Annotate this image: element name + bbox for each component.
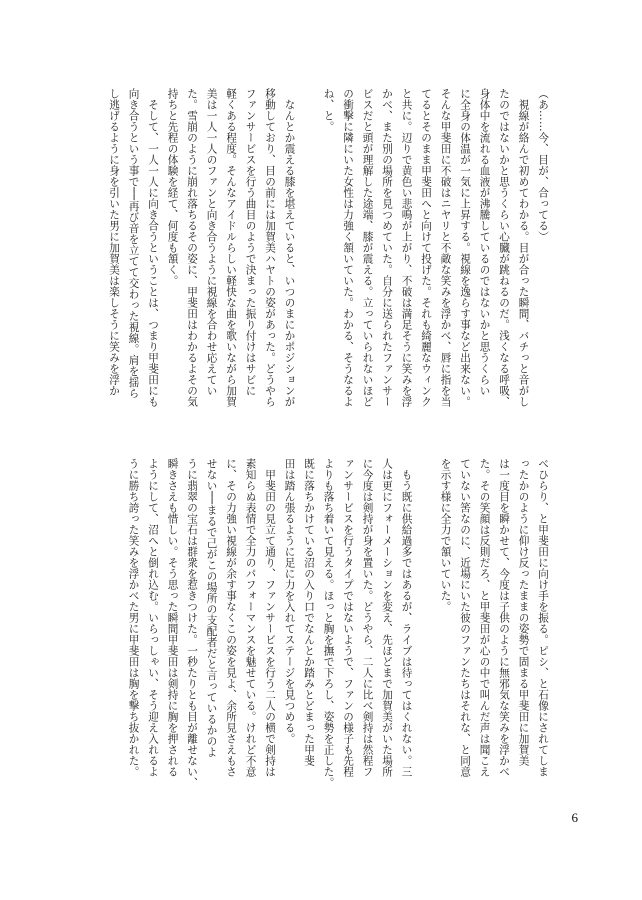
- upper-text-block: [97, 88, 552, 458]
- text-line: に全身の体温が一気に上昇する。視線を逸らす事など出来ない。: [459, 88, 471, 407]
- text-line: 持ちと先程の体験を経て、何度も頷く。: [166, 88, 179, 286]
- text-line: ったかのように仰け反ったままの姿勢で固まる甲斐田に加賀美: [517, 458, 530, 766]
- text-line: [416, 458, 436, 834]
- text-line: 軽くある程度。そんなアイドルらしい軽快な曲を歌いながら加賀: [225, 88, 237, 407]
- text-line: うに勝ち誇った笑みを浮かべた男に甲斐田は胸を撃ち抜かれた。: [127, 458, 140, 777]
- text-line: [299, 88, 319, 458]
- text-line: 田は踏ん張るように足に力を入れてステージを見つめる。: [283, 458, 296, 744]
- text-line: 向き合うという事で──再び音を立てて交わった視線。肩を揺ら: [127, 88, 140, 399]
- text-line: を示す様に全力で頷いていた。: [439, 458, 452, 612]
- text-line: もう既に供給過多ではあるが、ライブは待ってはくれない。三: [400, 458, 413, 777]
- text-line: 既に落ちかけている沼の入り口でなんとか踏みとどまった甲斐: [303, 458, 315, 766]
- text-line: （あ……今、目が、合ってる）: [537, 88, 549, 242]
- text-line: たのではないかと思うくらい心臓が跳ねるのだ。浅くなる呼吸、: [498, 88, 510, 407]
- text-line: ファンサービスを行う曲目のようで決まった振り付けはサビに: [244, 88, 257, 396]
- text-line: 美は一人一人のファンと向き合うように視線を合わせ応えてい: [205, 88, 218, 396]
- text-line: は一度目を瞬かせて、今度は子供のように無邪気な笑みを浮かべ: [498, 458, 510, 777]
- text-line: せない──まるで己がこの場所の支配者だと言っているかのよ: [205, 458, 218, 758]
- text-line: ようにして、沼へと倒れ込む。いらっしゃい、そう迎え入れるよ: [147, 458, 159, 777]
- text-line: かべ、また別の場所を見つめていた。自分に送られたファンサー: [381, 88, 393, 407]
- text-line: よりも落ち着いて見える。ほっと胸を撫で下ろし、姿勢を正した。: [322, 458, 335, 788]
- text-line: 移動しており、目の前には加賀美ハヤトの姿があった。どうやら: [264, 88, 276, 407]
- text-line: た。その笑顔は反則だろ、と甲斐田が心の中で叫んだ声は聞こえ: [478, 458, 491, 777]
- text-line: うに翡翠の宝石は群衆を惹きつけた。一秒たりとも目が離せない、: [186, 458, 198, 788]
- text-line: し逃げるように身を引いた男に加賀美は楽しそうに笑みを浮か: [108, 88, 120, 396]
- text-line: てるとそのまま甲斐田へと向けて投げた。それも綺麗なウィンク: [420, 88, 432, 407]
- text-line: た。雪崩のように崩れ落ちるその姿に、甲斐田はわかるよその気: [186, 88, 198, 407]
- text-line: 視線が絡んで初めてわかる。目が合った瞬間、バチっと音がし: [517, 88, 530, 407]
- text-line: 人は更にフォーメーションを変え、先ほどまで加賀美がいた場所: [381, 458, 393, 777]
- text-line: 瞬きさえも惜しい。そう思った瞬間甲斐田は剣持に胸を押される: [166, 458, 179, 777]
- text-line: べひらり、と甲斐田に向け手を振る。ピシ、と石像にされてしま: [537, 458, 549, 777]
- text-line: と共に。辺りで黄色い悲鳴が上がり、不破は満足そうに笑みを浮: [400, 88, 413, 407]
- text-line: に、その力強い視線が余す事なくこの姿を見よ、余所見さえもさ: [225, 458, 237, 777]
- text-line: そして、一人一人に向き合うということは、つまり甲斐田にも: [147, 88, 159, 407]
- text-line: の衝撃に隣にいた女性は力強く頷いていた。わかる、そうなるよ: [342, 88, 354, 407]
- text-line: なんとか震える膝を堪えていると、いつのまにかポジションが: [283, 88, 296, 407]
- lower-text-block: [97, 458, 552, 834]
- page-number: 6: [571, 810, 578, 825]
- text-line: 甲斐田の見立て通り、ファンサービスを行う二人の横で剣持は: [264, 458, 276, 777]
- text-line: ね、と。: [322, 88, 335, 132]
- text-line: そんな甲斐田に不破はニヤリと不敵な笑みを浮かべ、唇に指を当: [439, 88, 452, 407]
- text-line: に今度は剣持が身を置いた。どうやら、二人に比べ剣持は然程フ: [361, 458, 374, 777]
- text-line: ビスだと頭が理解した途端、膝が震える。立っていられないほど: [361, 88, 374, 407]
- text-line: 素知らぬ表情で全力のパフォーマンスを魅せている。けれど不意: [244, 458, 257, 777]
- text-line: ていない筈なのに、近場にいた彼のファンたちはそれな、と同意: [459, 458, 471, 777]
- text-line: ァンサービスを行うタイプではないようで、ファンの様子も先程: [342, 458, 354, 777]
- text-line: 身体中を流れる血液が沸騰しているのではないかと思うくらい: [478, 88, 491, 396]
